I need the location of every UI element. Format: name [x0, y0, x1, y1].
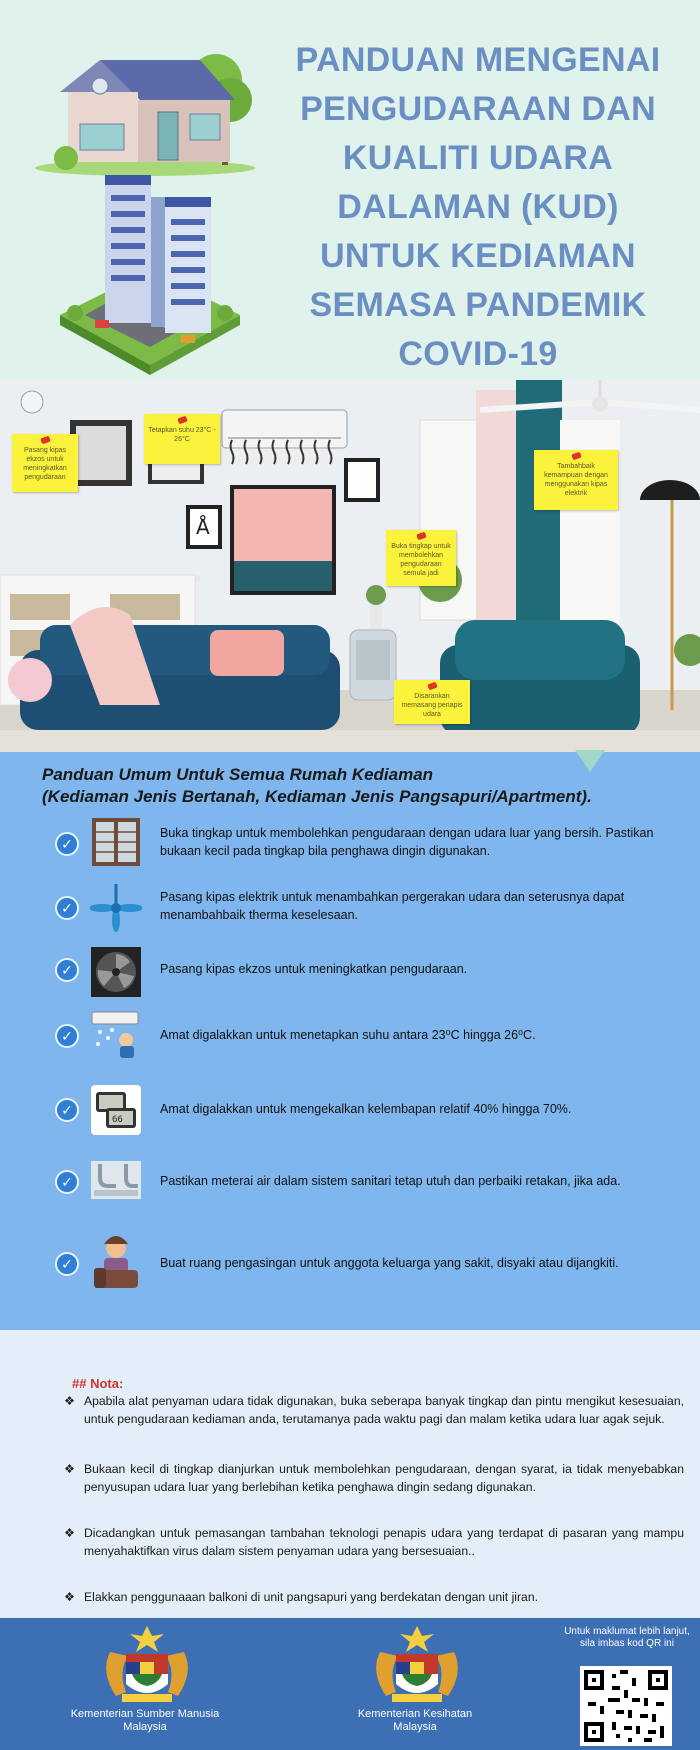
room-scene: [0, 380, 700, 752]
note-item-text: Elakkan penggunaaan balkoni di unit pangsapuri yang berdekatan dengan unit jiran.: [84, 1590, 538, 1604]
guide-item: [0, 880, 700, 940]
guide-title-line: (Kediaman Jenis Bertanah, Kediaman Jenis Pangsapuri/Apartment).: [42, 787, 592, 806]
bullet-icon: ❖: [64, 1526, 75, 1540]
svg-text:Å: Å: [196, 515, 210, 539]
guide-item: [0, 816, 700, 876]
air-conditioner-icon: [90, 1010, 142, 1062]
pin-icon: [416, 532, 427, 541]
note-item: [64, 1392, 684, 1428]
qr-code[interactable]: [580, 1666, 672, 1746]
sticky-note-text: Buka tingkap untuk membolehkan pengudaraan semula jadi: [391, 543, 451, 577]
apartment-illustration: [55, 175, 245, 375]
note-item: [64, 1524, 684, 1560]
title-line: DALAMAN (KUD): [337, 188, 619, 226]
sticky-note: [144, 414, 220, 464]
check-icon: ✓: [55, 896, 79, 920]
window-icon: [90, 816, 142, 868]
pin-icon: [571, 452, 582, 461]
living-room-illustration: [0, 380, 700, 752]
hygrometer-icon: [90, 1084, 142, 1136]
guide-title: [42, 764, 682, 808]
guide-item-text: Amat digalakkan untuk menetapkan suhu antara 23⁰C hingga 26⁰C.: [160, 1028, 536, 1042]
title-line: UNTUK KEDIAMAN: [320, 237, 636, 275]
sticky-note: [12, 434, 78, 492]
house-illustration: [30, 40, 260, 180]
note-item-text: Dicadangkan untuk pemasangan tambahan teknologi penapis udara yang terdapat di pasaran yang mampu menyahaktifkan virus dalam sistem penyaman udara yang bersesuaian..: [84, 1526, 684, 1558]
bullet-icon: ❖: [64, 1394, 75, 1408]
check-icon: ✓: [55, 1098, 79, 1122]
svg-text:66: 66: [112, 1115, 123, 1125]
sticky-note: [394, 680, 470, 724]
guide-item-text: Pastikan meterai air dalam sistem sanitari tetap utuh dan perbaiki retakan, jika ada.: [160, 1174, 621, 1188]
plumbing-icon: [90, 1160, 142, 1200]
guide-item-text: Buat ruang pengasingan untuk anggota keluarga yang sakit, disyaki atau dijangkiti.: [160, 1256, 619, 1270]
sticky-note-text: Tambahbaik kemampuan dengan menggunakan kipas elektrik: [544, 463, 608, 497]
footer: [0, 1618, 700, 1750]
guide-item: [0, 1010, 700, 1070]
note-item-text: Apabila alat penyaman udara tidak digunakan, buka seberapa banyak tingkap dan pintu mengikut kesesuaian, untuk pengudaraan kediaman anda, terutamanya pada waktu pagi dan malam ketika udara luar agak sejuk.: [84, 1394, 684, 1426]
exhaust-fan-icon: [90, 946, 142, 998]
check-icon: ✓: [55, 1170, 79, 1194]
ceiling-fan-icon: [90, 882, 142, 934]
sticky-note-text: Pasang kipas ekzos untuk meningkatkan pengudaraan: [23, 447, 67, 481]
bullet-icon: ❖: [64, 1462, 75, 1476]
note-item: [64, 1460, 684, 1496]
guide-item: [0, 1084, 700, 1144]
guide-item-text: Buka tingkap untuk membolehkan pengudaraan dengan udara luar yang bersih. Pastikan bukaan kecil pada tingkap bila penghawa dingin digunakan.: [160, 826, 654, 858]
sticky-note-text: Disarankan memasang penapis udara: [401, 693, 463, 718]
malaysia-coat-of-arms-icon: [92, 1622, 202, 1712]
guide-item-text: Amat digalakkan untuk mengekalkan kelembapan relatif 40% hingga 70%.: [160, 1102, 572, 1116]
guide-item: [0, 1238, 700, 1298]
general-guide-section: [0, 752, 700, 1330]
check-icon: ✓: [55, 832, 79, 856]
isolation-room-icon: [90, 1232, 142, 1292]
guide-item: [0, 1156, 700, 1216]
guide-title-line: Panduan Umum Untuk Semua Rumah Kediaman: [42, 765, 434, 784]
sticky-note: [534, 450, 618, 510]
check-icon: ✓: [55, 958, 79, 982]
malaysia-coat-of-arms-icon: [362, 1622, 472, 1712]
pin-icon: [177, 416, 188, 425]
ministry-name: Kementerian Sumber Manusia Malaysia: [70, 1708, 220, 1733]
notes-section: [0, 1330, 700, 1618]
pin-icon: [40, 436, 51, 445]
guide-item-text: Pasang kipas elektrik untuk menambahkan pergerakan udara dan seterusnya dapat menambahbaik therma keselesaan.: [160, 890, 625, 922]
sticky-note: [386, 530, 456, 586]
title-line: PANDUAN MENGENAI: [295, 41, 661, 79]
notes-title: ## Nota:: [72, 1376, 124, 1391]
check-icon: ✓: [55, 1024, 79, 1048]
qr-code-icon: [584, 1670, 668, 1742]
ministry-name: Kementerian Kesihatan Malaysia: [357, 1708, 473, 1733]
guide-item-text: Pasang kipas ekzos untuk meningkatkan pengudaraan.: [160, 962, 468, 976]
header-section: [0, 0, 700, 380]
check-icon: ✓: [55, 1252, 79, 1276]
title-line: SEMASA PANDEMIK: [309, 286, 647, 324]
note-item-text: Bukaan kecil di tingkap dianjurkan untuk membolehkan pengudaraan, dengan syarat, ia tidak menyebabkan penyusupan udara luar yang berlebihan ketika penghawa dingin sedang digunakan.: [84, 1462, 684, 1494]
title-line: PENGUDARAAN DAN: [300, 90, 656, 128]
note-item: [64, 1588, 684, 1606]
title-line: KUALITI UDARA: [342, 139, 614, 177]
guide-item: [0, 944, 700, 1004]
pin-icon: [427, 682, 438, 691]
page-title: [268, 36, 688, 379]
title-line: COVID-19: [398, 335, 558, 373]
qr-caption: Untuk maklumat lebih lanjut, sila imbas kod QR ini: [564, 1626, 690, 1649]
sticky-note-text: Tetapkan suhu 23°C - 26°C: [148, 427, 216, 443]
bullet-icon: ❖: [64, 1590, 75, 1604]
